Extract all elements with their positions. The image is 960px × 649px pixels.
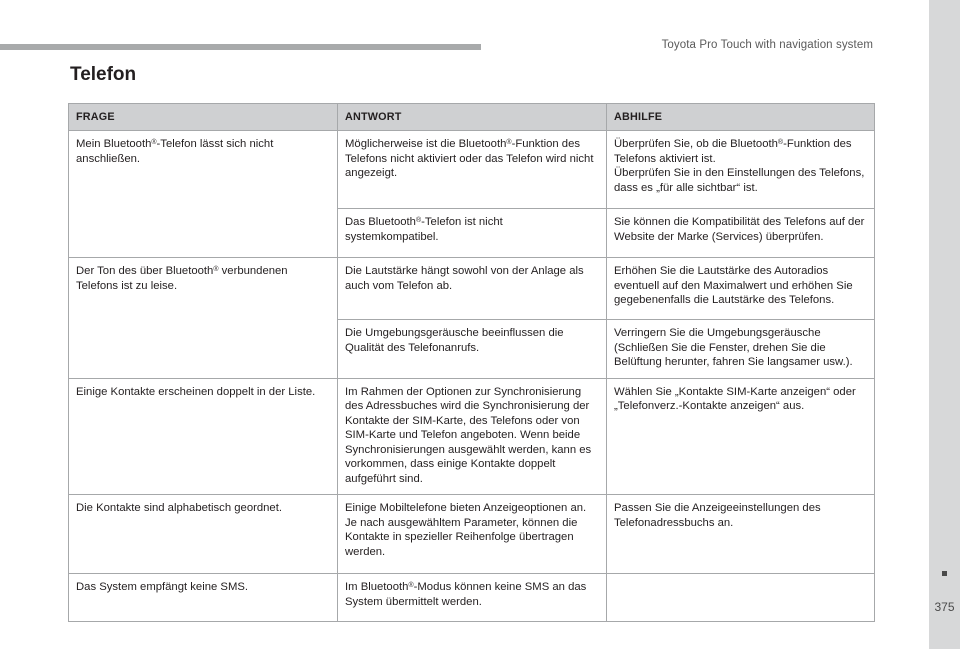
section-title: Telefon bbox=[70, 64, 137, 85]
remedy-cell: Erhöhen Sie die Lautstärke des Autoradios eventuell auf den Maximalwert und erhöhen Sie gegebenenfalls die Lautstärke des Telefons. bbox=[607, 258, 875, 320]
table-row bbox=[69, 131, 875, 209]
question-cell: Das System empfängt keine SMS. bbox=[69, 574, 338, 622]
column-header-question: FRAGE bbox=[69, 104, 338, 131]
table-row bbox=[69, 495, 875, 574]
answer-cell: Die Umgebungsgeräusche beeinflussen die Qualität des Telefonanrufs. bbox=[338, 320, 607, 379]
remedy-cell bbox=[607, 574, 875, 622]
remedy-cell: Verringern Sie die Umgebungsgeräusche (Schließen Sie die Fenster, drehen Sie die Belüftung herunter, fahren Sie langsamer usw.). bbox=[607, 320, 875, 379]
table-row bbox=[69, 574, 875, 622]
question-cell: Mein Bluetooth®-Telefon lässt sich nicht anschließen. bbox=[69, 131, 338, 258]
answer-cell: Einige Mobiltelefone bieten Anzeigeoptionen an. Je nach ausgewähltem Parameter, können die Kontakte in spezieller Reihenfolge übertragen werden. bbox=[338, 495, 607, 574]
answer-cell: Das Bluetooth®-Telefon ist nicht systemkompatibel. bbox=[338, 209, 607, 258]
answer-cell: Die Lautstärke hängt sowohl von der Anlage als auch vom Telefon ab. bbox=[338, 258, 607, 320]
page-number: 375 bbox=[934, 600, 955, 614]
manual-title: Toyota Pro Touch with navigation system bbox=[661, 39, 873, 51]
answer-cell: Im Rahmen der Optionen zur Synchronisierung des Adressbuches wird die Synchronisierung der Kontakte der SIM-Karte, des Telefons oder von SIM-Karte und Telefon angeboten. Wenn beide Synchronisierungen ausgewählt werden, kann es vorkommen, dass einige Kontakte doppelt aufgeführt sind. bbox=[338, 378, 607, 495]
table-row bbox=[69, 258, 875, 320]
header-rule bbox=[0, 44, 481, 50]
remedy-cell: Überprüfen Sie, ob die Bluetooth®-Funktion des Telefons aktiviert ist. Überprüfen Sie in den Einstellungen des Telefons, dass es „für alle sichtbar“ ist. bbox=[607, 131, 875, 209]
question-cell: Einige Kontakte erscheinen doppelt in der Liste. bbox=[69, 378, 338, 495]
column-header-answer: ANTWORT bbox=[338, 104, 607, 131]
page-side-strip bbox=[929, 0, 960, 649]
remedy-cell: Sie können die Kompatibilität des Telefons auf der Website der Marke (Services) überprüfen. bbox=[607, 209, 875, 258]
answer-cell: Möglicherweise ist die Bluetooth®-Funktion des Telefons nicht aktiviert oder das Telefon wird nicht angezeigt. bbox=[338, 131, 607, 209]
remedy-cell: Passen Sie die Anzeigeeinstellungen des Telefonadressbuchs an. bbox=[607, 495, 875, 574]
column-header-remedy: ABHILFE bbox=[607, 104, 875, 131]
answer-cell: Im Bluetooth®-Modus können keine SMS an das System übermittelt werden. bbox=[338, 574, 607, 622]
remedy-cell: Wählen Sie „Kontakte SIM-Karte anzeigen“ oder „Telefonverz.-Kontakte anzeigen“ aus. bbox=[607, 378, 875, 495]
question-cell: Die Kontakte sind alphabetisch geordnet. bbox=[69, 495, 338, 574]
page-marker-square bbox=[942, 571, 947, 576]
table-header-row bbox=[69, 104, 875, 131]
question-cell: Der Ton des über Bluetooth® verbundenen Telefons ist zu leise. bbox=[69, 258, 338, 379]
table-row bbox=[69, 378, 875, 495]
faq-table bbox=[68, 103, 875, 622]
